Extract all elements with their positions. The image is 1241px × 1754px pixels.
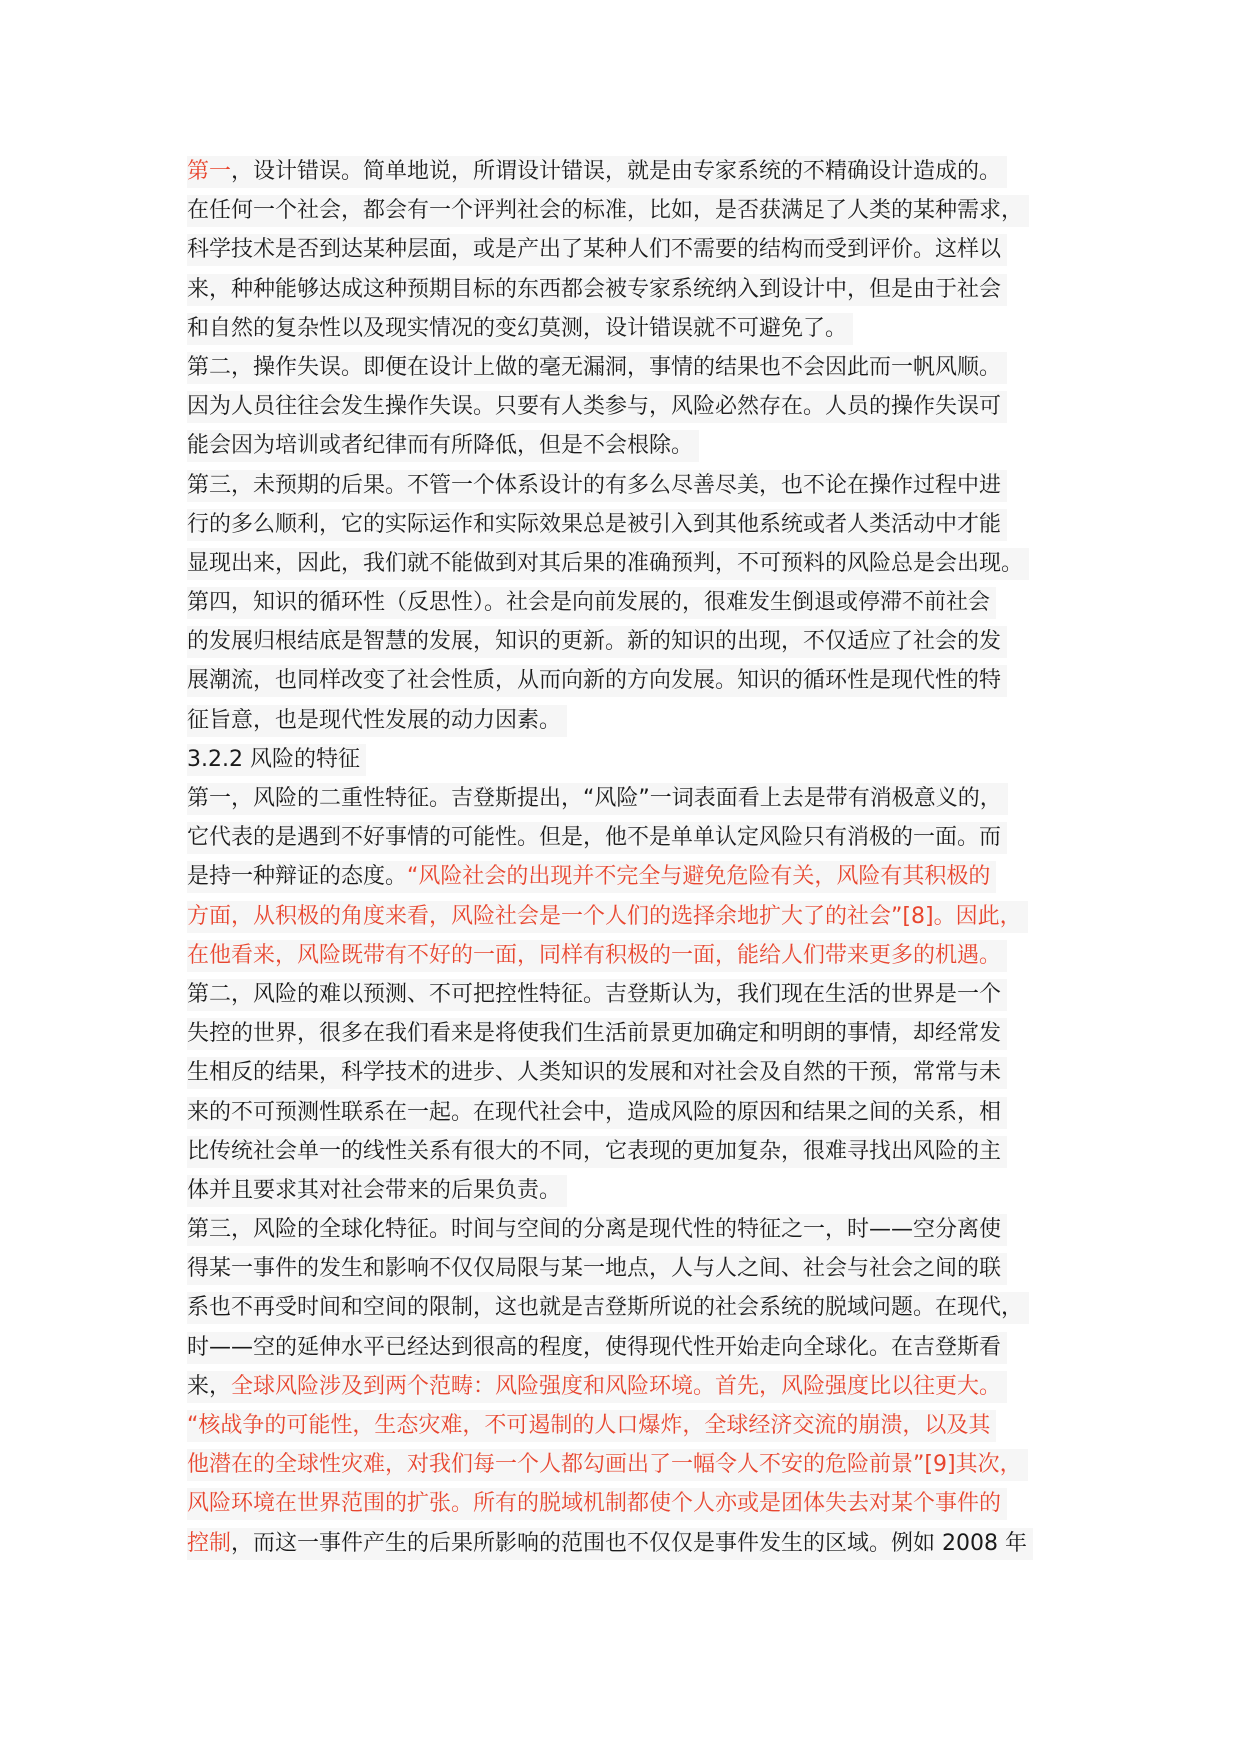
text-line xyxy=(187,622,1077,661)
text-line xyxy=(187,1445,1077,1484)
body-text: 显现出来，因此，我们就不能做到对其后果的准确预判，不可预料的风险总是会出现。 xyxy=(187,550,1024,576)
emphasized-text: 第一 xyxy=(187,159,232,184)
text-line xyxy=(187,583,1077,622)
text-highlight xyxy=(187,1371,1007,1403)
document-page xyxy=(187,152,1077,1563)
body-text: 来，种种能够达成这种预期目标的东西都会被专家系统纳入到设计中，但是由于社会 xyxy=(187,276,1002,302)
body-text: 在任何一个社会，都会有一个评判社会的标准，比如，是否获满足了人类的某种需求， xyxy=(187,198,1024,224)
text-highlight xyxy=(187,1528,1033,1560)
text-highlight xyxy=(187,234,1007,266)
text-line xyxy=(187,466,1077,505)
body-text: 展潮流，也同样改变了社会性质，从而向新的方向发展。知识的循环性是现代性的特 xyxy=(187,668,1002,694)
text-line xyxy=(187,818,1077,857)
text-line xyxy=(187,348,1077,387)
body-text: 行的多么顺利，它的实际运作和实际效果总是被引入到其他系统或者人类活动中才能 xyxy=(187,511,1002,537)
text-highlight xyxy=(187,587,996,619)
text-line xyxy=(187,740,1077,779)
text-highlight xyxy=(187,1097,1007,1129)
text-highlight xyxy=(187,352,1007,384)
text-line xyxy=(187,1171,1077,1210)
text-highlight xyxy=(187,274,1007,306)
text-line xyxy=(187,1524,1077,1563)
text-highlight xyxy=(187,548,1029,580)
text-line xyxy=(187,661,1077,700)
text-line xyxy=(187,779,1077,818)
body-text: 第二，操作失误。即便在设计上做的毫无漏洞，事情的结果也不会因此而一帆风顺。 xyxy=(187,354,1002,380)
body-text: 第三，风险的全球化特征。时间与空间的分离是现代性的特征之一，时——空分离使 xyxy=(187,1217,1002,1243)
emphasized-text: 方面，从积极的角度来看，风险社会是一个人们的选择余地扩大了的社会”[8]。因此， xyxy=(187,903,1022,929)
text-highlight xyxy=(187,1410,996,1442)
text-line xyxy=(187,230,1077,269)
emphasized-text: 在他看来，风险既带有不好的一面，同样有积极的一面，能给人们带来更多的机遇。 xyxy=(187,942,1002,968)
text-highlight xyxy=(187,979,1007,1011)
body-text: 得某一事件的发生和影响不仅仅局限与某一地点，人与人之间、社会与社会之间的联 xyxy=(187,1256,1002,1282)
text-line xyxy=(187,897,1077,936)
body-text: 比传统社会单一的线性关系有很大的不同，它表现的更加复杂，很难寻找出风险的主 xyxy=(187,1138,1002,1164)
emphasized-text: 全球风险涉及到两个范畴：风险强度和风险环境。首先，风险强度比以往更大。 xyxy=(231,1373,1002,1399)
body-text: 科学技术是否到达某种层面，或是产出了某种人们不需要的结构而受到评价。这样以 xyxy=(187,237,1002,263)
text-highlight xyxy=(187,1488,1007,1520)
text-highlight xyxy=(187,940,1007,972)
text-highlight xyxy=(187,1057,1007,1089)
text-line xyxy=(187,1014,1077,1053)
text-highlight xyxy=(187,783,1008,815)
text-highlight xyxy=(187,744,366,776)
body-text: 因为人员往往会发生操作失误。只要有人类参与，风险必然存在。人员的操作失误可 xyxy=(187,394,1002,420)
body-text: ，而这一事件产生的后果所影响的范围也不仅仅是事件发生的区域。例如 2008 年 xyxy=(231,1530,1027,1556)
text-highlight xyxy=(187,391,1007,423)
body-text: 第四，知识的循环性（反思性）。社会是向前发展的，很难发生倒退或停滞不前社会 xyxy=(187,590,991,616)
text-line xyxy=(187,1093,1077,1132)
text-highlight xyxy=(187,195,1029,227)
text-highlight xyxy=(187,430,699,462)
text-highlight xyxy=(187,1018,1007,1050)
body-text: 征旨意，也是现代性发展的动力因素。 xyxy=(187,707,562,733)
body-text: 是持一种辩证的态度。 xyxy=(187,864,408,890)
text-highlight xyxy=(187,822,1007,854)
body-text: 它代表的是遇到不好事情的可能性。但是，他不是单单认定风险只有消极的一面。而 xyxy=(187,825,1002,851)
emphasized-text: 控制 xyxy=(187,1530,232,1556)
body-text: 生相反的结果，科学技术的进步、人类知识的发展和对社会及自然的干预，常常与未 xyxy=(187,1060,1002,1086)
text-line xyxy=(187,701,1077,740)
text-highlight xyxy=(187,1449,1028,1481)
text-highlight xyxy=(187,1175,567,1207)
body-text: 第三，未预期的后果。不管一个体系设计的有多么尽善尽美，也不论在操作过程中进 xyxy=(187,472,1002,498)
text-line xyxy=(187,505,1077,544)
body-text: 3.2.2 风险的特征 xyxy=(187,746,360,772)
emphasized-text: 他潜在的全球性灾难，对我们每一个人都勾画出了一幅令人不安的危险前景”[9]其次， xyxy=(187,1452,1022,1478)
body-text: 体并且要求其对社会带来的后果负责。 xyxy=(187,1177,562,1203)
body-text: 的发展归根结底是智慧的发展，知识的更新。新的知识的出现，不仅适应了社会的发 xyxy=(187,629,1002,655)
text-line xyxy=(187,387,1077,426)
text-line xyxy=(187,857,1077,896)
text-line xyxy=(187,1132,1077,1171)
text-highlight xyxy=(187,470,1007,502)
body-text: 第一，风险的二重性特征。吉登斯提出，“风险”一词表面看上去是带有消极意义的， xyxy=(187,786,1002,811)
text-highlight xyxy=(187,156,1007,188)
body-text: 来的不可预测性联系在一起。在现代社会中，造成风险的原因和结果之间的关系，相 xyxy=(187,1099,1002,1125)
text-line xyxy=(187,152,1077,191)
text-highlight xyxy=(187,665,1007,697)
text-line xyxy=(187,1053,1077,1092)
emphasized-text: “核战争的可能性，生态灾难，不可遏制的人口爆炸，全球经济交流的崩溃，以及其 xyxy=(187,1413,991,1438)
text-highlight xyxy=(187,1292,1029,1324)
text-line xyxy=(187,975,1077,1014)
text-line xyxy=(187,191,1077,230)
text-line xyxy=(187,544,1077,583)
text-line xyxy=(187,1210,1077,1249)
text-highlight xyxy=(187,1214,1007,1246)
text-line xyxy=(187,1288,1077,1327)
text-highlight xyxy=(187,509,1007,541)
text-line xyxy=(187,936,1077,975)
body-text: 能会因为培训或者纪律而有所降低，但是不会根除。 xyxy=(187,433,694,459)
text-highlight xyxy=(187,861,996,893)
text-line xyxy=(187,1328,1077,1367)
text-highlight xyxy=(187,1136,1007,1168)
text-highlight xyxy=(187,626,1007,658)
text-line xyxy=(187,1249,1077,1288)
text-line xyxy=(187,1367,1077,1406)
text-line xyxy=(187,1484,1077,1523)
text-highlight xyxy=(187,313,853,345)
body-text: 和自然的复杂性以及现实情况的变幻莫测，设计错误就不可避免了。 xyxy=(187,315,848,341)
emphasized-text: 风险环境在世界范围的扩张。所有的脱域机制都使个人亦或是团体失去对某个事件的 xyxy=(187,1491,1002,1517)
body-text: 第二，风险的难以预测、不可把控性特征。吉登斯认为，我们现在生活的世界是一个 xyxy=(187,981,1002,1007)
body-text: ，设计错误。简单地说，所谓设计错误，就是由专家系统的不精确设计造成的。 xyxy=(231,159,1002,184)
text-highlight xyxy=(187,1253,1007,1285)
body-text: 失控的世界，很多在我们看来是将使我们生活前景更加确定和明朗的事情，却经常发 xyxy=(187,1021,1002,1047)
body-text: 系也不再受时间和空间的限制，这也就是吉登斯所说的社会系统的脱域问题。在现代， xyxy=(187,1295,1024,1321)
body-text: 来， xyxy=(187,1373,232,1399)
text-line xyxy=(187,426,1077,465)
text-highlight xyxy=(187,705,567,737)
text-highlight xyxy=(187,901,1028,933)
text-line xyxy=(187,1406,1077,1445)
body-text: 时——空的延伸水平已经达到很高的程度，使得现代性开始走向全球化。在吉登斯看 xyxy=(187,1334,1002,1360)
emphasized-text: “风险社会的出现并不完全与避免危险有关，风险有其积极的 xyxy=(407,864,991,890)
text-highlight xyxy=(187,1332,1007,1364)
text-line xyxy=(187,270,1077,309)
text-line xyxy=(187,309,1077,348)
